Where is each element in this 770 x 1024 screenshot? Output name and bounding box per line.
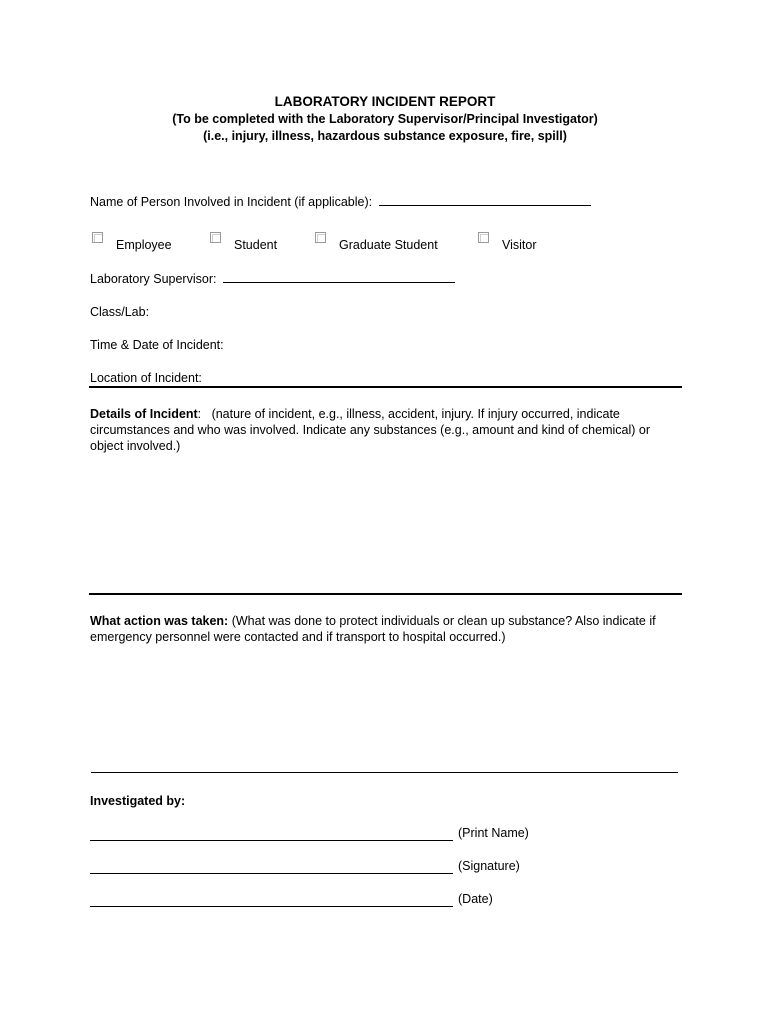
employee-checkbox[interactable] bbox=[92, 232, 103, 243]
details-colon: : bbox=[197, 407, 202, 421]
report-title: LABORATORY INCIDENT REPORT bbox=[274, 94, 496, 109]
investigated-heading: Investigated by: bbox=[90, 794, 186, 808]
student-checkbox[interactable] bbox=[210, 232, 221, 243]
details-section bbox=[90, 406, 690, 454]
person-involved-row bbox=[90, 195, 591, 209]
student-label: Student bbox=[234, 238, 278, 252]
supervisor-field[interactable] bbox=[223, 272, 455, 283]
employee-label: Employee bbox=[116, 238, 172, 252]
report-subtitle-2: (i.e., injury, illness, hazardous substance exposure, fire, spill) bbox=[203, 129, 567, 143]
supervisor-label: Laboratory Supervisor: bbox=[90, 272, 217, 286]
details-instructions-line2: circumstances and who was involved. Indicate any substances (e.g., amount and kind of chemical) or bbox=[90, 423, 651, 437]
details-instructions-line1: (nature of incident, e.g., illness, accident, injury. If injury occurred, indicate bbox=[211, 407, 620, 421]
person-involved-field[interactable] bbox=[379, 195, 591, 206]
print-name-label: (Print Name) bbox=[458, 826, 529, 840]
visitor-label: Visitor bbox=[502, 238, 537, 252]
supervisor-row bbox=[90, 272, 455, 286]
signature-label: (Signature) bbox=[458, 859, 520, 873]
visitor-checkbox[interactable] bbox=[478, 232, 489, 243]
class-lab-label: Class/Lab: bbox=[90, 305, 150, 319]
details-answer-area[interactable] bbox=[89, 456, 682, 590]
location-divider bbox=[89, 386, 682, 388]
details-divider bbox=[89, 593, 682, 595]
location-label: Location of Incident: bbox=[90, 371, 202, 385]
date-line[interactable] bbox=[90, 906, 453, 907]
print-name-line[interactable] bbox=[90, 840, 453, 841]
action-instructions-line2: emergency personnel were contacted and if transport to hospital occurred.) bbox=[90, 630, 506, 644]
details-instructions-line3: object involved.) bbox=[90, 439, 181, 453]
report-subtitle-1: (To be completed with the Laboratory Supervisor/Principal Investigator) bbox=[172, 112, 598, 126]
signature-line[interactable] bbox=[90, 873, 453, 874]
action-answer-area[interactable] bbox=[89, 648, 682, 768]
graduate-student-checkbox[interactable] bbox=[315, 232, 326, 243]
action-heading: What action was taken: bbox=[90, 614, 229, 628]
person-involved-label: Name of Person Involved in Incident (if applicable): bbox=[90, 195, 373, 209]
action-divider bbox=[91, 772, 678, 773]
action-section bbox=[90, 613, 690, 645]
date-label: (Date) bbox=[458, 892, 493, 906]
time-date-label: Time & Date of Incident: bbox=[90, 338, 224, 352]
graduate-student-label: Graduate Student bbox=[339, 238, 438, 252]
details-heading: Details of Incident bbox=[90, 407, 198, 421]
action-instructions-line1: (What was done to protect individuals or clean up substance? Also indicate if bbox=[231, 614, 656, 628]
